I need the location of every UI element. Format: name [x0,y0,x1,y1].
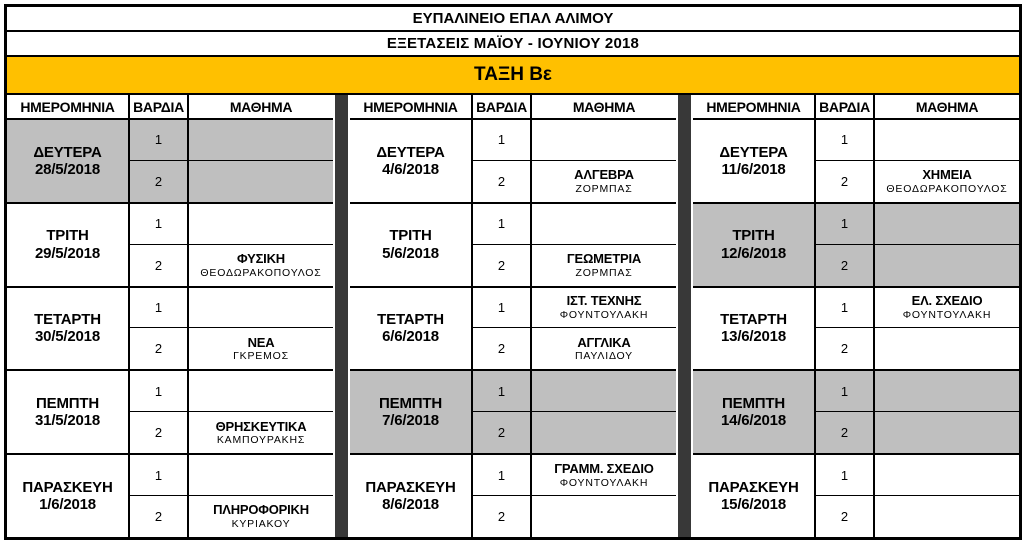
column-headers [350,95,676,120]
shift-cell [471,412,530,453]
header-shift: ΒΑΡΔΙΑ [814,95,873,118]
teacher: ΘΕΟΔΩΡΑΚΟΠΟΥΛΟΣ [886,182,1008,195]
lesson-cell [187,328,333,369]
lesson-cell [530,496,676,537]
day-date: 30/5/2018 [35,328,100,346]
date-cell [7,204,128,286]
shift-number: 1 [154,467,163,483]
lesson-cell [187,161,333,202]
teacher: ΚΥΡΙΑΚΟΥ [231,518,291,531]
day-date: 14/6/2018 [721,412,786,430]
day-name: ΠΕΜΠΤΗ [36,395,99,413]
date-cell [350,371,471,453]
subject: ΧΗΜΕΙΑ [922,167,972,183]
teacher: ΓΚΡΕΜΟΣ [233,350,289,363]
teacher: ΦΟΥΝΤΟΥΛΑΚΗ [559,309,649,322]
day-name: ΤΡΙΤΗ [46,227,89,245]
header-date: ΗΜΕΡΟΜΗΝΙΑ [706,98,801,115]
lesson-cell [873,161,1019,202]
shift-cell [128,120,187,161]
shift-number: 1 [154,300,163,316]
week-group-2 [350,95,676,537]
day-block [350,453,676,537]
day-name: ΤΡΙΤΗ [732,227,775,245]
shift-number: 1 [154,132,163,148]
day-name: ΠΕΜΠΤΗ [379,395,442,413]
day-block [350,202,676,286]
lesson-cell [187,496,333,537]
day-block [693,202,1019,286]
day-name: ΠΕΜΠΤΗ [722,395,785,413]
shift-number: 2 [154,509,163,525]
group-separator [333,95,350,537]
lesson-cell [873,455,1019,496]
header-shift: ΒΑΡΔΙΑ [471,95,530,118]
shift-number: 2 [154,257,163,273]
shift-number: 2 [497,341,506,357]
shift-cell [128,328,187,369]
teacher: ΖΟΡΜΠΑΣ [575,266,633,279]
day-date: 7/6/2018 [382,412,439,430]
date-cell [693,120,814,202]
shift-number: 2 [154,341,163,357]
shift-cell [471,455,530,496]
lesson-cell [530,245,676,286]
lesson-cell [187,120,333,161]
date-cell [7,120,128,202]
day-name: ΔΕΥΤΕΡΑ [376,143,445,161]
shift-cell [814,496,873,537]
day-block [693,453,1019,537]
shift-number: 2 [840,257,849,273]
shift-cell [128,455,187,496]
day-date: 11/6/2018 [721,160,786,178]
date-cell [350,455,471,537]
shift-number: 1 [154,383,163,399]
shift-cell [471,120,530,161]
day-date: 5/6/2018 [382,244,439,262]
lesson-cell [187,288,333,329]
shift-cell [128,496,187,537]
shift-cell [128,204,187,245]
day-block [350,286,676,370]
subject: ΠΛΗΡΟΦΟΡΙΚΗ [213,502,309,518]
date-cell [350,120,471,202]
date-cell [7,371,128,453]
date-cell [693,288,814,370]
shift-cell [128,245,187,286]
date-cell [350,288,471,370]
day-date: 12/6/2018 [721,244,786,262]
lesson-cell [873,245,1019,286]
shift-number: 1 [840,383,849,399]
shift-cell [814,161,873,202]
shift-cell [471,204,530,245]
date-cell [693,371,814,453]
teacher: ΠΑΥΛΙΔΟΥ [575,350,633,363]
lesson-cell [873,371,1019,412]
day-block [7,453,333,537]
lesson-cell [187,412,333,453]
lesson-cell [530,161,676,202]
lesson-cell [187,245,333,286]
day-name: ΠΑΡΑΣΚΕΥΗ [708,478,799,496]
teacher: ΦΟΥΝΤΟΥΛΑΚΗ [902,309,992,322]
subject: ΑΛΓΕΒΡΑ [574,167,634,183]
lesson-cell [530,412,676,453]
shift-cell [471,328,530,369]
shift-number: 1 [840,467,849,483]
shift-number: 2 [840,425,849,441]
lesson-cell [873,288,1019,329]
day-date: 4/6/2018 [382,160,439,178]
subject: ΦΥΣΙΚΗ [237,251,285,267]
shift-number: 1 [840,216,849,232]
week-group-3 [693,95,1019,537]
lesson-cell [873,496,1019,537]
day-name: ΠΑΡΑΣΚΕΥΗ [365,478,456,496]
teacher: ΚΑΜΠΟΥΡΑΚΗΣ [216,434,306,447]
shift-number: 1 [497,300,506,316]
shift-cell [471,161,530,202]
shift-number: 2 [497,173,506,189]
date-cell [7,288,128,370]
day-block [693,286,1019,370]
shift-cell [128,288,187,329]
lesson-cell [873,120,1019,161]
shift-cell [128,161,187,202]
shift-cell [814,288,873,329]
subject: ΕΛ. ΣΧΕΔΙΟ [911,293,983,309]
day-date: 28/5/2018 [35,160,100,178]
lesson-cell [530,204,676,245]
day-block [7,202,333,286]
day-name: ΔΕΥΤΕΡΑ [33,143,102,161]
header-date: ΗΜΕΡΟΜΗΝΙΑ [20,98,115,115]
day-name: ΤΕΤΑΡΤΗ [720,311,787,329]
shift-cell [814,412,873,453]
day-date: 29/5/2018 [35,244,100,262]
subject: ΓΡΑΜΜ. ΣΧΕΔΙΟ [554,461,654,477]
date-cell [693,204,814,286]
shift-cell [471,371,530,412]
shift-number: 1 [840,300,849,316]
teacher: ΘΕΟΔΩΡΑΚΟΠΟΥΛΟΣ [200,266,322,279]
shift-number: 2 [497,509,506,525]
group-separator [676,95,693,537]
lesson-cell [187,455,333,496]
shift-cell [471,288,530,329]
shift-cell [471,245,530,286]
day-name: ΤΡΙΤΗ [389,227,432,245]
class-banner: ΤΑΞΗ Βε [7,57,1019,95]
lesson-cell [873,204,1019,245]
shift-cell [814,245,873,286]
week-group-1 [7,95,333,537]
day-date: 1/6/2018 [39,496,96,514]
date-cell [350,204,471,286]
header-shift: ΒΑΡΔΙΑ [128,95,187,118]
day-date: 15/6/2018 [721,496,786,514]
day-block [693,369,1019,453]
teacher: ΦΟΥΝΤΟΥΛΑΚΗ [559,476,649,489]
shift-cell [128,371,187,412]
subject: ΑΓΓΛΙΚΑ [577,334,631,350]
shift-cell [814,120,873,161]
day-name: ΠΑΡΑΣΚΕΥΗ [22,478,113,496]
shift-cell [814,455,873,496]
shift-number: 1 [840,132,849,148]
lesson-cell [873,412,1019,453]
header-lesson: ΜΑΘΗΜΑ [873,95,1019,118]
shift-number: 1 [497,216,506,232]
shift-cell [471,496,530,537]
shift-number: 1 [497,132,506,148]
date-cell [7,455,128,537]
day-block [7,369,333,453]
day-block [7,120,333,202]
lesson-cell [530,328,676,369]
lesson-cell [187,204,333,245]
shift-number: 2 [840,509,849,525]
shift-number: 2 [497,425,506,441]
subject: ΓΕΩΜΕΤΡΙΑ [566,251,642,267]
shift-number: 2 [497,257,506,273]
exam-schedule-table [4,4,1022,540]
lesson-cell [530,455,676,496]
schedule-body [7,95,1019,537]
day-name: ΤΕΤΑΡΤΗ [34,311,101,329]
shift-number: 1 [154,216,163,232]
day-date: 6/6/2018 [382,328,439,346]
day-date: 8/6/2018 [382,496,439,514]
lesson-cell [187,371,333,412]
header-date: ΗΜΕΡΟΜΗΝΙΑ [363,98,458,115]
day-block [350,369,676,453]
day-block [7,286,333,370]
teacher: ΖΟΡΜΠΑΣ [575,182,633,195]
subject: ΘΡΗΣΚΕΥΤΙΚΑ [215,418,307,434]
header-lesson: ΜΑΘΗΜΑ [530,95,676,118]
subject: ΝΕΑ [247,334,275,350]
shift-number: 2 [840,173,849,189]
lesson-cell [530,120,676,161]
shift-cell [814,204,873,245]
day-date: 31/5/2018 [35,412,100,430]
shift-number: 2 [840,341,849,357]
lesson-cell [530,371,676,412]
shift-number: 2 [154,425,163,441]
date-cell [693,455,814,537]
shift-number: 1 [497,383,506,399]
subject: ΙΣΤ. ΤΕΧΝΗΣ [566,293,642,309]
shift-cell [814,328,873,369]
day-name: ΤΕΤΑΡΤΗ [377,311,444,329]
shift-cell [814,371,873,412]
exam-period-title: ΕΞΕΤΑΣΕΙΣ ΜΑΪΟΥ - ΙΟΥΝΙΟΥ 2018 [7,32,1019,57]
header-lesson: ΜΑΘΗΜΑ [187,95,333,118]
lesson-cell [530,288,676,329]
school-title: ΕΥΠΑΛΙΝΕΙΟ ΕΠΑΛ ΑΛΙΜΟΥ [7,7,1019,32]
day-date: 13/6/2018 [721,328,786,346]
shift-number: 2 [154,173,163,189]
shift-number: 1 [497,467,506,483]
day-block [350,120,676,202]
day-name: ΔΕΥΤΕΡΑ [719,143,788,161]
column-headers [693,95,1019,120]
column-headers [7,95,333,120]
shift-cell [128,412,187,453]
day-block [693,120,1019,202]
lesson-cell [873,328,1019,369]
